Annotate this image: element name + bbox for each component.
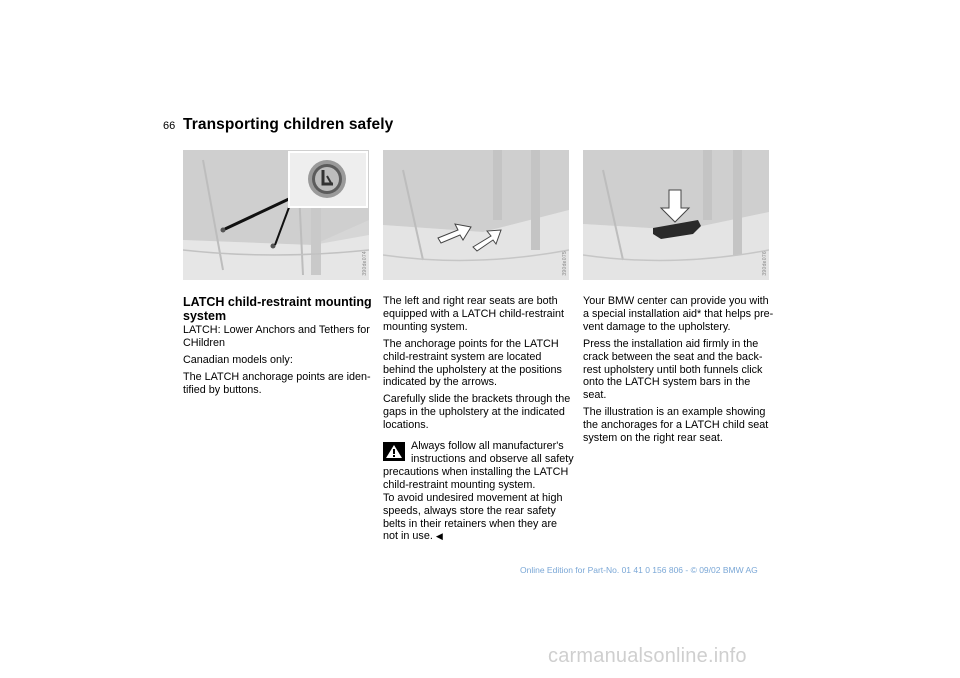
warning-block <box>383 440 575 543</box>
paragraph: Your BMW center can provide you with a special installation aid* that helps pre-vent damage to the upholstery. <box>583 295 774 333</box>
column-latch-intro <box>183 295 375 401</box>
photo-anchor-positions <box>383 150 569 280</box>
warning-triangle-icon <box>383 442 405 461</box>
paragraph: The left and right rear seats are both equipped with a LATCH child-restraint mounting system. <box>383 295 565 333</box>
photo-latch-buttons <box>183 150 369 280</box>
photo-code: 390de076 <box>762 251 768 276</box>
paragraph: The LATCH anchorage points are iden-tified by buttons. <box>183 370 371 396</box>
latch-child-seat-button-icon <box>308 160 346 198</box>
page-title: Transporting children safely <box>183 116 394 133</box>
photo-code: 390de075 <box>562 251 568 276</box>
paragraph: The anchorage points for the LATCH child-restraint system are located behind the upholstery at the positions indicated by the arrows. <box>383 337 562 389</box>
paragraph: Carefully slide the brackets through the gaps in the upholstery at the indicated locations. <box>383 393 571 432</box>
footer-edition: Online Edition for Part-No. 01 41 0 156 806 - © 09/02 BMW AG <box>520 565 758 575</box>
paragraph: Canadian models only: <box>183 353 293 366</box>
warning-lead-text: Always follow all manufacturer's instructions and observe all safety <box>411 440 574 465</box>
page-number: 66 <box>163 120 176 132</box>
photo-code: 390de074 <box>362 251 368 276</box>
column-installation-aid <box>583 295 775 449</box>
paragraph: Press the installation aid firmly in the crack between the seat and the back-rest upholstery until both funnels click onto the LATCH system bars in the seat. <box>583 337 763 402</box>
column-anchor-points <box>383 295 575 543</box>
warning-text: To avoid undesired movement at high speeds, always store the rear safety belts in their retainers when they are not in use. <box>383 491 563 543</box>
section-heading: LATCH child-restraint mounting system <box>183 295 372 323</box>
paragraph: The illustration is an example showing the anchorages for a LATCH child seat system on the right rear seat. <box>583 406 769 445</box>
photo-installation-aid <box>583 150 769 280</box>
warning-text: precautions when installing the LATCH child-restraint mounting system. <box>383 465 569 491</box>
paragraph: LATCH: Lower Anchors and Tethers for CHildren <box>183 324 370 349</box>
watermark: carmanualsonline.info <box>548 645 747 667</box>
end-mark: ◀ <box>435 531 443 542</box>
